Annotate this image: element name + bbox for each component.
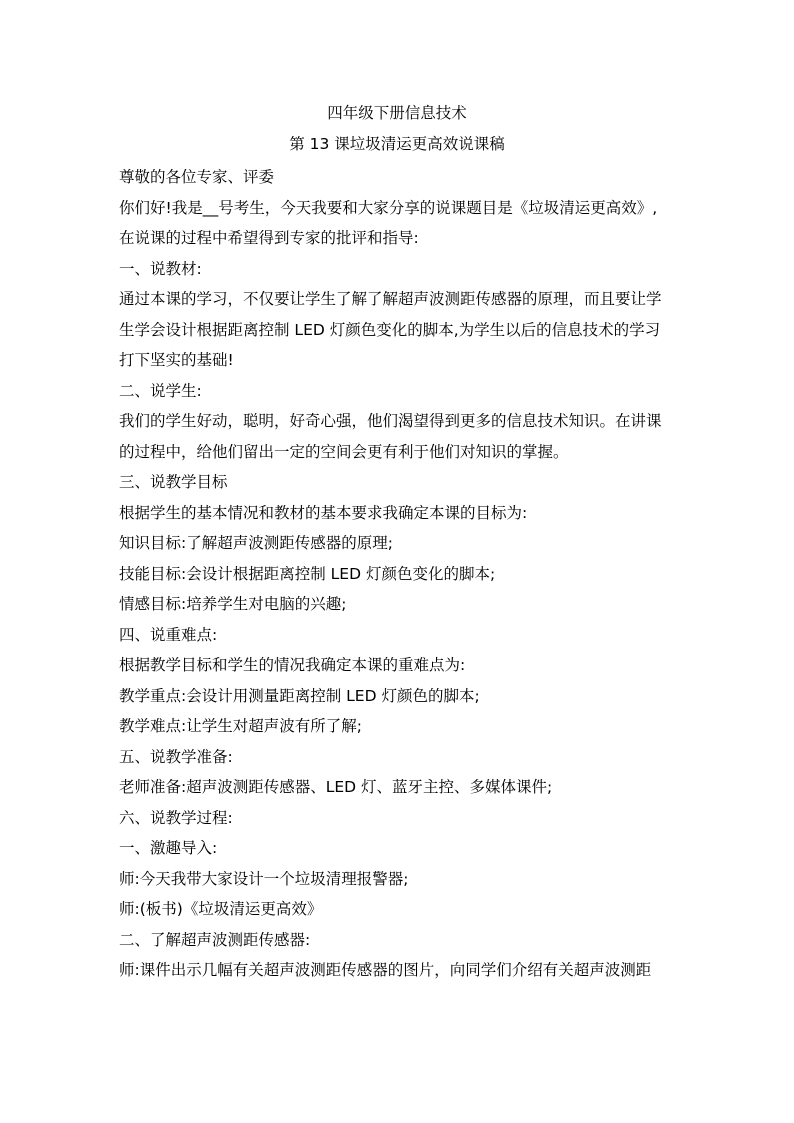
subsection-heading: 一、激趣导入: [119, 839, 218, 857]
body-line: 根据学生的基本情况和教材的基本要求我确定本课的目标为: [119, 503, 528, 522]
goal-line: 情感目标:培养学生对电脑的兴趣; [119, 595, 347, 613]
document-body [119, 162, 681, 986]
body-line: 在说课的过程中希望得到专家的批评和指导: [119, 229, 419, 247]
section-heading: 二、说学生: [119, 381, 202, 400]
section-heading: 五、说教学准备: [119, 747, 233, 766]
section-heading: 四、说重难点: [119, 625, 218, 644]
section-heading: 六、说教学过程: [119, 808, 233, 827]
body-line: 根据教学目标和学生的情况我确定本课的重难点为: [119, 656, 466, 674]
document-title-grade: 四年级下册信息技术 [327, 104, 467, 122]
goal-line: 知识目标:了解超声波测距传感器的原理; [119, 534, 393, 552]
body-line: 老师准备:超声波测距传感器、LED 灯、蓝牙主控、多媒体课件; [119, 778, 553, 796]
body-line: 通过本课的学习，不仅要让学生了解了解超声波测距传感器的原理，而且要让学 [119, 290, 662, 308]
key-point-line: 教学难点:让学生对超声波有所了解; [119, 717, 362, 735]
section-heading: 一、说教材: [119, 259, 202, 278]
subsection-heading: 二、了解超声波测距传感器: [119, 930, 311, 949]
body-line: 我们的学生好动，聪明，好奇心强，他们渴望得到更多的信息技术知识。在讲课 [119, 412, 662, 430]
greeting-line: 尊敬的各位专家、评委 [119, 168, 275, 186]
body-line: 师:课件出示几幅有关超声波测距传感器的图片，向同学们介绍有关超声波测距 [119, 961, 652, 979]
body-line: 师:(板书)《垃圾清运更高效》 [119, 900, 323, 918]
goal-line: 技能目标:会设计根据距离控制 LED 灯颜色变化的脚本; [119, 564, 496, 583]
document-title-lesson: 第 13 课垃圾清运更高效说课稿 [289, 135, 505, 153]
body-line: 的过程中，给他们留出一定的空间会更有利于他们对知识的掌握。 [119, 442, 569, 461]
body-line: 你们好!我是__号考生，今天我要和大家分享的说课题目是《垃圾清运更高效》, [119, 198, 658, 217]
body-line: 生学会设计根据距离控制 LED 灯颜色变化的脚本,为学生以后的信息技术的学习 [119, 320, 661, 339]
body-line: 师:今天我带大家设计一个垃圾清理报警器; [119, 869, 409, 888]
key-point-line: 教学重点:会设计用测量距离控制 LED 灯颜色的脚本; [119, 686, 480, 705]
body-line: 打下坚实的基础! [119, 351, 234, 369]
section-heading: 三、说教学目标 [119, 473, 228, 491]
